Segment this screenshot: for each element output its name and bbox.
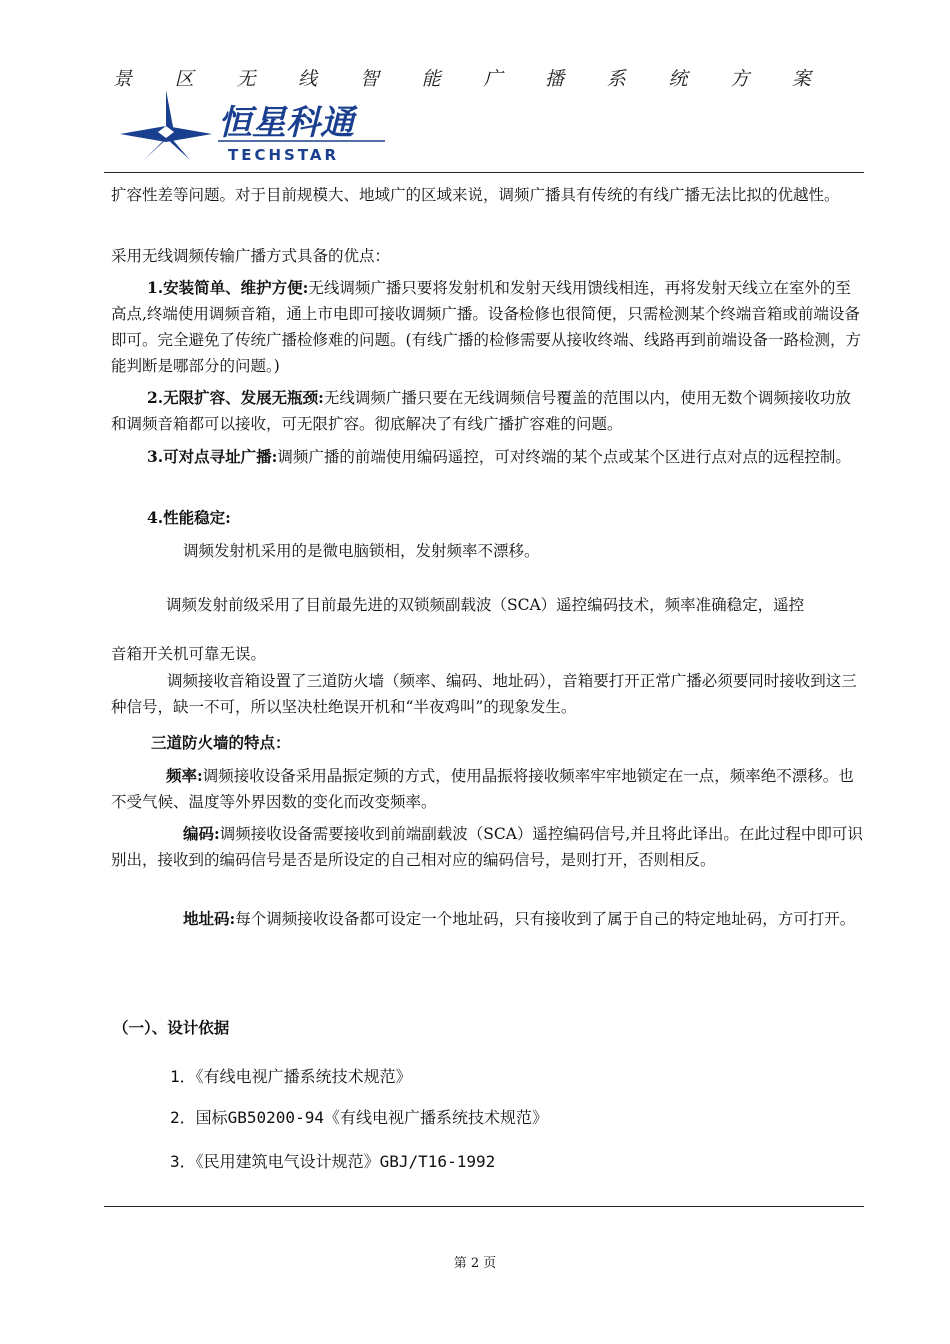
advantage-4-line-3: 音箱开关机可靠无误。 [111,645,267,663]
advantage-2-title: 2.无限扩容、发展无瓶颈: [147,388,324,407]
header-char: 系 [606,68,628,90]
frequency-text: 调频接收设备采用晶振定频的方式，使用晶振将接收频率牢牢地锁定在一点，频率绝不漂移。也不受气候、温度等外界因数的变化而改变频率。 [111,767,854,811]
company-logo [120,88,390,166]
address-title: 地址码: [183,909,236,928]
header-title [113,64,813,91]
advantage-4-title [147,505,899,531]
advantage-1-title: 1.安装简单、维护方便: [147,278,309,297]
advantage-4-line-1: 调频发射机采用的是微电脑锁相，发射频率不漂移。 [183,542,540,560]
list-item: 2．国标GB50200-94《有线电视广播系统技术规范》 [170,1108,548,1127]
firewall-heading-text: 三道防火墙的特点： [151,733,291,752]
advantage-2 [111,385,863,437]
code-title: 编码: [183,824,220,843]
header-char: 线 [298,68,320,90]
header-divider [104,172,864,173]
advantage-4-title-text: 4.性能稳定: [147,508,231,527]
firewall-paragraph: 调频接收音箱设置了三道防火墙（频率、编码、地址码），音箱要打开正常广播必须要同时接收到这三种信号，缺一不可，所以坚决杜绝误开机和“半夜鸡叫”的现象发生。 [111,672,857,716]
advantage-3 [111,444,863,470]
section-heading: （一）、设计依据 [113,1018,230,1037]
address-text: 每个调频接收设备都可设定一个地址码，只有接收到了属于自己的特定地址码，方可打开。 [235,910,856,928]
frequency-title: 频率: [166,766,203,785]
advantage-1-text: 无线调频广播只要将发射机和发射天线用馈线相连，再将发射天线立在室外的至高点,终端使用调频音箱，通上市电即可接收调频广播。设备检修也很简便，只需检测某个终端音箱或前端设备即可。完全避免了传统广播检修难的问题。(有线广播的检修需要从接收终端、线路再到前端设备一路检测，方能判断是哪部分的问题。) [111,279,862,375]
footer-divider [104,1206,864,1207]
header-char: 方 [730,68,752,90]
advantage-4-line-2: 调频发射前级采用了目前最先进的双锁频副载波（SCA）遥控编码技术，频率准确稳定，遥控 [166,596,805,614]
page-number: 第 2 页 [453,1256,497,1271]
list-item: 3．《民用建筑电气设计规范》GBJ/T16-1992 [170,1152,496,1171]
header-char: 广 [483,68,505,90]
advantage-3-text: 调频广播的前端使用编码遥控，可对终端的某个点或某个区进行点对点的远程控制。 [277,448,851,466]
header-char: 区 [174,68,196,90]
list-item: 1．《有线电视广播系统技术规范》 [170,1067,412,1086]
advantage-2-text: 无线调频广播只要在无线调频信号覆盖的范围以内，使用无数个调频接收功放和调频音箱都可以接收，可无限扩容。彻底解决了有线广播扩容难的问题。 [111,389,851,433]
logo-cn-text: 恒星科通 [218,103,354,143]
frequency-paragraph [111,763,863,815]
paragraph-2: 采用无线调频传输广播方式具备的优点： [111,247,391,265]
star-logo-icon [120,88,390,166]
address-paragraph [111,906,863,932]
advantage-1 [111,275,863,379]
firewall-heading [151,730,903,756]
header-char: 播 [545,68,567,90]
paragraph-1: 扩容性差等问题。对于目前规模大、地域广的区域来说，调频广播具有传统的有线广播无法比拟的优越性。 [111,186,840,204]
code-text: 调频接收设备需要接收到前端副载波（SCA）遥控编码信号,并且将此译出。在此过程中即可识别出，接收到的编码信号是否是所设定的自己相对应的编码信号，是则打开，否则相反。 [111,825,863,869]
logo-en-text: TECHSTAR [228,146,340,164]
header-char: 统 [668,68,690,90]
header-char: 智 [359,68,381,90]
header-char: 能 [421,68,443,90]
header-char: 无 [236,68,258,90]
header-char: 案 [791,68,813,90]
code-paragraph [111,821,863,873]
header-char: 景 [113,68,135,90]
advantage-3-title: 3.可对点寻址广播: [147,447,278,466]
